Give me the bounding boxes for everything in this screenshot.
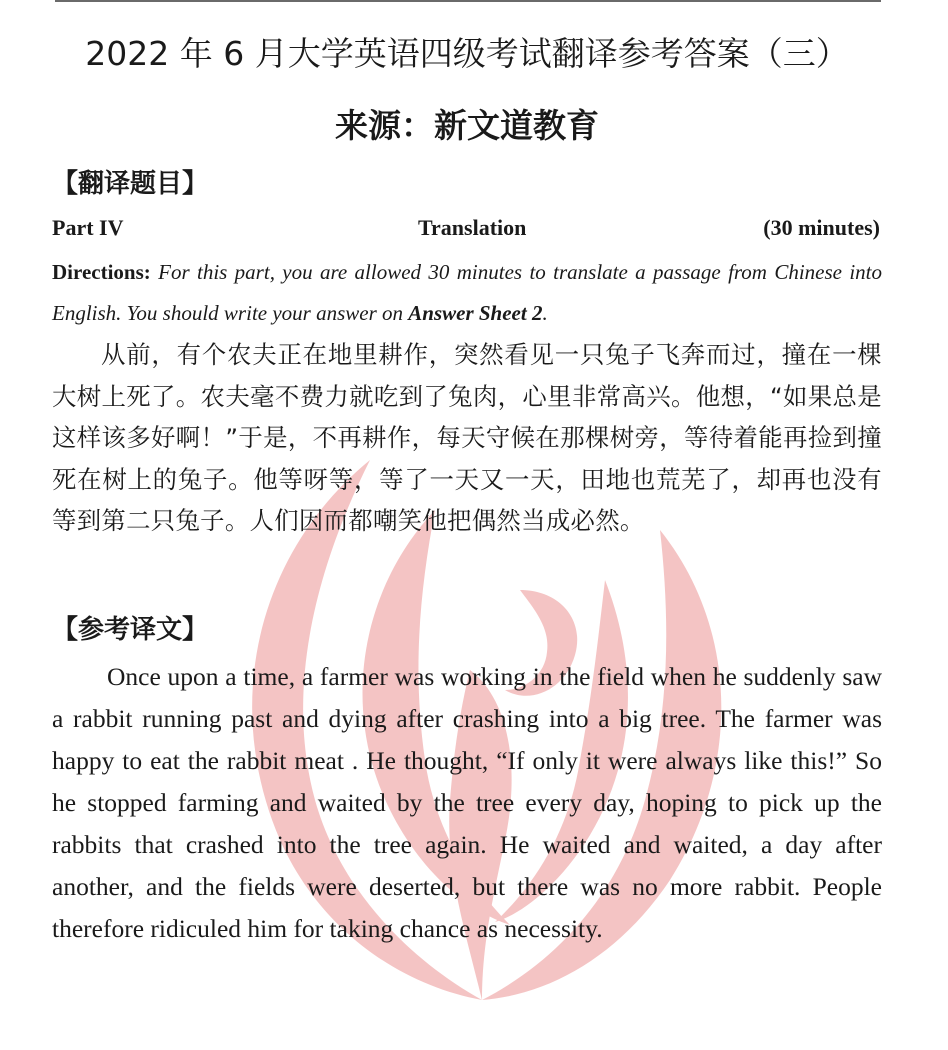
time-limit: (30 minutes)	[763, 215, 880, 240]
top-rule-divider	[55, 0, 881, 2]
document-title: 2022 年 6 月大学英语四级考试翻译参考答案（三）	[85, 34, 849, 73]
directions-paragraph	[52, 252, 882, 334]
question-heading: 【翻译题目】	[52, 169, 209, 199]
section-name: Translation	[418, 215, 527, 240]
directions-answer-sheet: Answer Sheet 2	[408, 301, 543, 325]
directions-label: Directions:	[52, 260, 151, 284]
part-header-row	[52, 212, 880, 244]
chinese-passage: 从前，有个农夫正在地里耕作，突然看见一只兔子飞奔而过，撞在一棵大树上死了。农夫毫不费力就吃到了兔肉，心里非常高兴。他想，“如果总是这样该多好啊！”于是，不再耕作，每天守候在那棵树旁，等待着能再捡到撞死在树上的兔子。他等呀等，等了一天又一天，田地也荒芜了，却再也没有等到第二只兔子。人们因而都嘲笑他把偶然当成必然。	[52, 340, 882, 535]
part-label: Part IV	[52, 215, 124, 240]
document-source: 来源：新文道教育	[335, 106, 599, 145]
answer-heading: 【参考译文】	[52, 615, 209, 645]
english-translation: Once upon a time, a farmer was working in the field when he suddenly saw a rabbit running past and dying after crashing into a big tree. The farmer was happy to eat the rabbit meat . He thought, “If only it were always like this!” So he stopped farming and waited by the tree every day, hoping to pick up the rabbits that crashed into the tree again. He waited and waited, a day after another, and the fields were deserted, but there was no more rabbit. People therefore ridiculed him for taking chance as necessity.	[52, 662, 882, 943]
directions-period: .	[542, 301, 548, 325]
directions-text: For this part, you are allowed 30 minutes to translate a passage from Chinese into English. You should write your answer on	[52, 260, 882, 325]
